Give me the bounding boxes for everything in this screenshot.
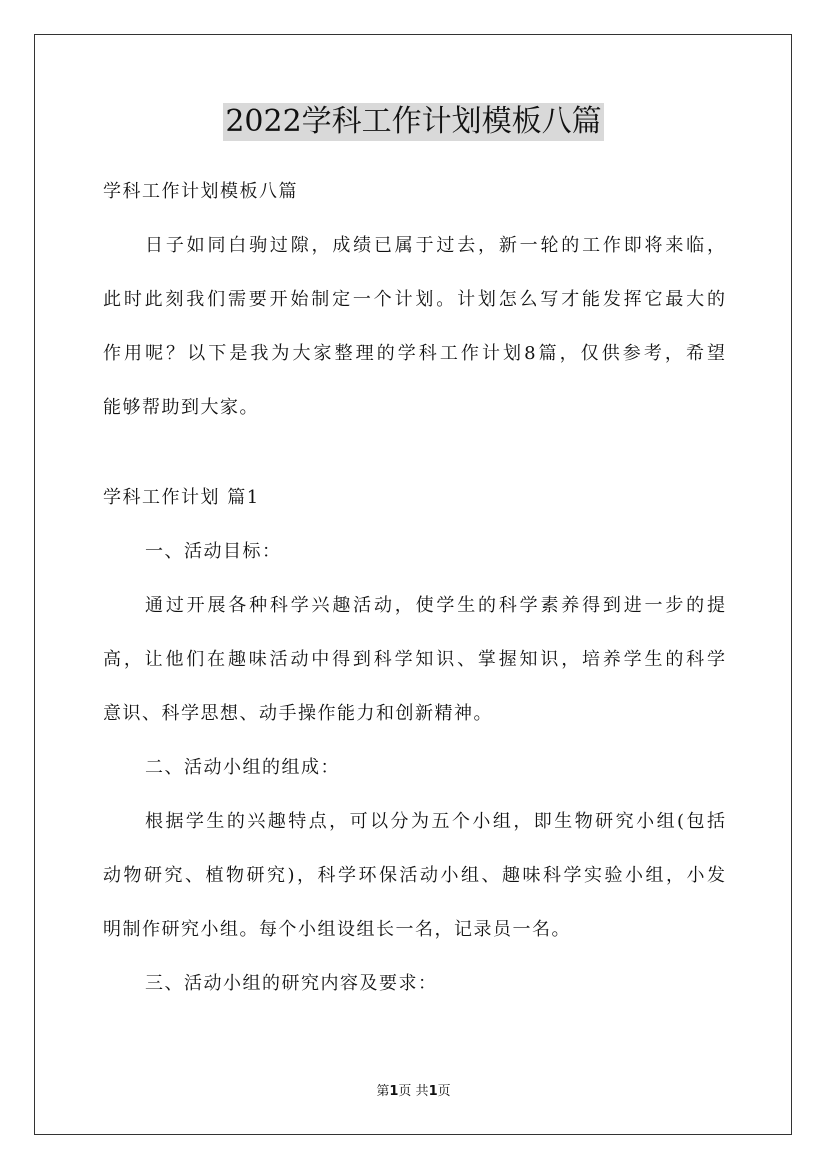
group-line-2: 动物研究、植物研究)，科学环保活动小组、趣味科学实验小组，小发 (103, 865, 725, 886)
page-footer (0, 1083, 827, 1101)
intro-line-1: 日子如同白驹过隙，成绩已属于过去，新一轮的工作即将来临， (145, 235, 725, 256)
group-line-1: 根据学生的兴趣特点，可以分为五个小组，即生物研究小组(包括 (145, 811, 725, 832)
group-line-3: 明制作研究小组。每个小组设组长一名，记录员一名。 (103, 919, 571, 940)
title-container (0, 103, 827, 141)
goal-line-3: 意识、科学思想、动手操作能力和创新精神。 (103, 703, 493, 724)
page-mid: 页 共 (398, 1084, 429, 1099)
goal-line-1: 通过开展各种科学兴趣活动，使学生的科学素养得到进一步的提 (145, 595, 725, 616)
page-number: 1 (389, 1084, 399, 1099)
page-prefix: 第 (376, 1084, 390, 1099)
document-body (103, 174, 725, 1002)
content-heading: 三、活动小组的研究内容及要求： (145, 973, 438, 994)
page-suffix: 页 (437, 1084, 451, 1099)
section-heading: 学科工作计划 篇1 (103, 487, 260, 508)
intro-line-3: 作用呢？以下是我为大家整理的学科工作计划8篇，仅供参考，希望 (103, 343, 725, 364)
intro-line-4: 能够帮助到大家。 (103, 397, 259, 418)
goal-heading: 一、活动目标： (145, 541, 282, 562)
document-title: 2022学科工作计划模板八篇 (225, 104, 602, 139)
page-total: 1 (428, 1084, 438, 1099)
intro-line-2: 此时此刻我们需要开始制定一个计划。计划怎么写才能发挥它最大的 (103, 289, 725, 310)
group-heading: 二、活动小组的组成： (145, 757, 340, 778)
subtitle: 学科工作计划模板八篇 (103, 181, 298, 202)
goal-line-2: 高，让他们在趣味活动中得到科学知识、掌握知识，培养学生的科学 (103, 649, 725, 670)
